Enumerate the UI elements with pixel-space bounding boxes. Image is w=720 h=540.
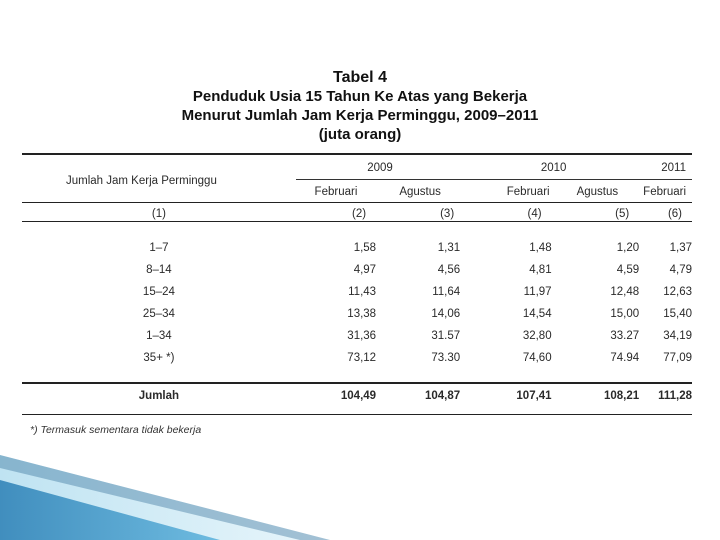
month-header: Februari [643, 186, 686, 198]
cell-value: 1,48 [529, 242, 552, 254]
cell-value: 14,54 [522, 308, 552, 320]
title-line-2: Penduduk Usia 15 Tahun Ke Atas yang Bekerja [192, 88, 528, 105]
cell-value: 34,19 [663, 330, 692, 342]
spacer-row [22, 224, 692, 237]
cell-value: 74.94 [610, 352, 640, 364]
cell-value: 11,97 [523, 286, 552, 298]
top-rule [22, 153, 692, 155]
total-row [22, 383, 692, 409]
cell-value: 32,80 [522, 330, 552, 342]
row-label: 35+ *) [143, 352, 175, 364]
month-header: Agustus [399, 186, 441, 198]
table-row [22, 281, 692, 303]
table-title [0, 68, 720, 144]
row-label: 25–34 [142, 308, 175, 320]
index-cell: (4) [527, 208, 542, 220]
slide-decoration [0, 440, 720, 540]
cell-value: 13,38 [347, 308, 377, 320]
total-value: 108,21 [603, 390, 640, 402]
cell-value: 1,58 [353, 242, 377, 254]
month-header: Februari [314, 186, 358, 198]
cell-value: 1,31 [437, 242, 461, 254]
total-value: 104,49 [340, 390, 377, 402]
year-2011: 2011 [643, 157, 692, 180]
total-value: 111,28 [658, 390, 692, 402]
month-header: Agustus [576, 186, 619, 198]
title-line-3: Menurut Jumlah Jam Kerja Perminggu, 2009–2011 [181, 107, 539, 124]
row-label: 15–24 [142, 286, 175, 298]
cell-value: 1,37 [669, 242, 692, 254]
row-label: 1–34 [146, 330, 172, 342]
cell-value: 4,59 [616, 264, 640, 276]
header-year-row [22, 157, 692, 180]
table-row [22, 259, 692, 281]
cell-value: 73.30 [431, 352, 461, 364]
footnote: *) Termasuk sementara tidak bekerja [30, 424, 202, 436]
row-header: Jumlah Jam Kerja Perminggu [66, 174, 217, 187]
month-header: Februari [506, 186, 550, 198]
cell-value: 4,81 [529, 264, 552, 276]
index-cell: (5) [615, 208, 630, 220]
title-line-4: (juta orang) [318, 126, 402, 143]
index-cell: (2) [352, 208, 367, 220]
row-label: 8–14 [146, 264, 172, 276]
cell-value: 15,00 [610, 308, 640, 320]
cell-value: 31.57 [431, 330, 461, 342]
cell-value: 73,12 [347, 352, 377, 364]
title-line-1: Tabel 4 [333, 69, 387, 86]
index-cell: (3) [440, 208, 455, 220]
row-label: 1–7 [149, 242, 169, 254]
year-2009: 2009 [296, 157, 464, 180]
cell-value: 74,60 [522, 352, 552, 364]
total-value: 107,41 [516, 390, 552, 402]
cell-value: 15,40 [663, 308, 692, 320]
index-cell: (1) [151, 208, 166, 220]
table-row [22, 325, 692, 347]
data-table [22, 157, 692, 409]
cell-value: 12,48 [610, 286, 640, 298]
cell-value: 4,97 [353, 264, 377, 276]
table-row [22, 303, 692, 325]
cell-value: 1,20 [616, 242, 640, 254]
total-label: Jumlah [138, 390, 180, 402]
cell-value: 33.27 [610, 330, 640, 342]
index-cell: (6) [667, 208, 682, 220]
cell-value: 4,56 [437, 264, 461, 276]
cell-value: 11,43 [348, 286, 377, 298]
table-row [22, 347, 692, 369]
cell-value: 14,06 [431, 308, 461, 320]
spacer-row [22, 369, 692, 383]
cell-value: 12,63 [663, 286, 692, 298]
total-value: 104,87 [424, 390, 461, 402]
table-row [22, 237, 692, 259]
cell-value: 77,09 [663, 352, 692, 364]
year-2010: 2010 [464, 157, 643, 180]
cell-value: 11,64 [432, 286, 461, 298]
cell-value: 31,36 [347, 330, 377, 342]
bottom-rule [22, 414, 692, 415]
cell-value: 4,79 [669, 264, 692, 276]
index-row [22, 204, 692, 224]
